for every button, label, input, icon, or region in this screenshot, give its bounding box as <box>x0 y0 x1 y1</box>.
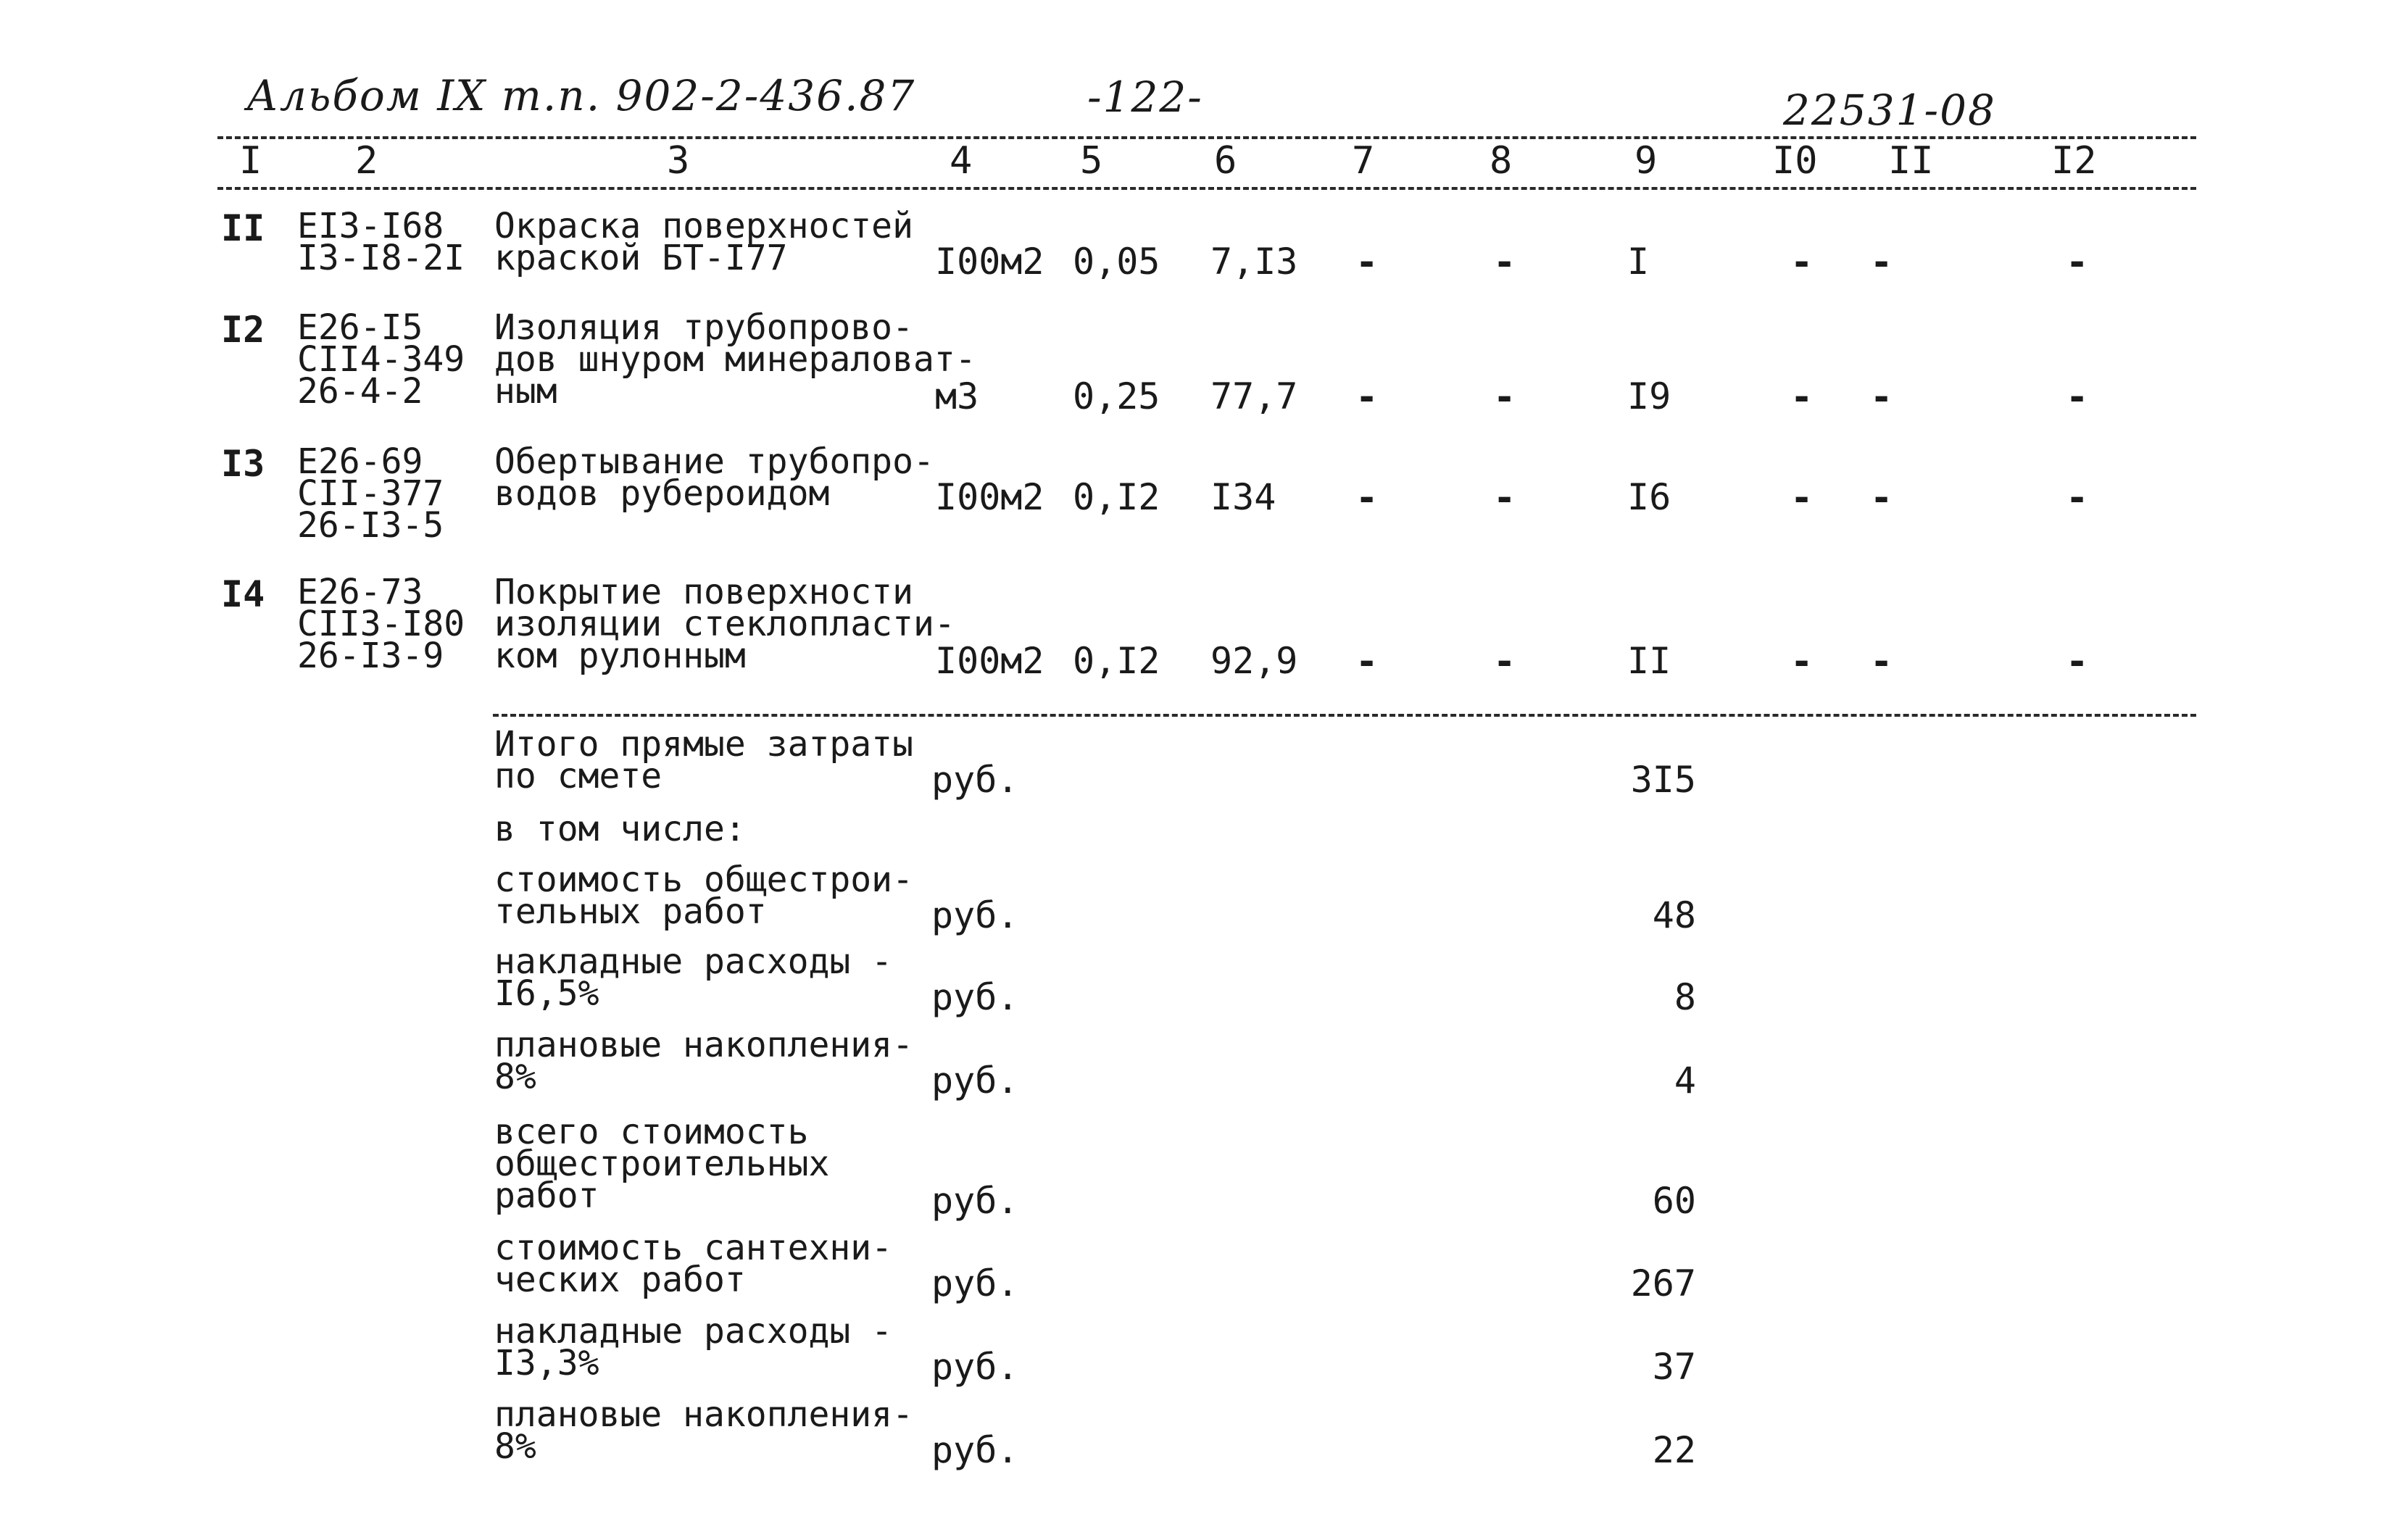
col11-dash: - <box>1870 640 1893 683</box>
summary-unit: руб. <box>931 976 1019 1018</box>
col11-dash: - <box>1870 476 1893 520</box>
summary-label <box>494 860 913 932</box>
col10-dash: - <box>1790 640 1814 683</box>
work-description-line: Окраска поверхностей <box>494 206 913 246</box>
column-header-8: 8 <box>1490 139 1513 183</box>
summary-value: 8 <box>1674 976 1696 1018</box>
column-header-7: 7 <box>1352 139 1375 183</box>
work-description-line: ным <box>494 371 557 412</box>
summary-label <box>494 1025 913 1097</box>
resource-code-line: E26-I5 <box>297 307 423 348</box>
col12-dash: - <box>2066 375 2089 419</box>
quantity: 0,I2 <box>1073 640 1160 682</box>
total-cost: I6 <box>1627 476 1671 518</box>
summary-label-line: плановые накопления- <box>494 1025 913 1065</box>
work-description-line: изоляции стеклопласти- <box>494 604 955 644</box>
column-header-2: 2 <box>355 139 378 183</box>
unit-price: 77,7 <box>1210 375 1298 417</box>
resource-code-line: 26-I3-5 <box>297 505 444 546</box>
col10-dash: - <box>1790 241 1814 284</box>
measure-unit: I00м2 <box>935 476 1044 518</box>
column-header-5: 5 <box>1080 139 1103 183</box>
summary-value: 48 <box>1652 894 1696 936</box>
summary-unit: руб. <box>931 1262 1019 1304</box>
resource-code-line: 26-I3-9 <box>297 636 444 676</box>
summary-label-line: I6,5% <box>494 973 599 1014</box>
resource-code-line: I3-I8-2I <box>297 238 465 278</box>
col11-dash: - <box>1870 375 1893 419</box>
total-cost: I <box>1627 241 1650 283</box>
album-reference: Альбом IX т.п. 902-2-436.87 <box>246 71 916 120</box>
work-description-line: Покрытие поверхности <box>494 572 913 612</box>
column-header-3: 3 <box>667 139 690 183</box>
unit-price: 7,I3 <box>1210 241 1298 283</box>
resource-code-line: CII4-349 <box>297 339 465 380</box>
work-description <box>494 572 955 676</box>
summary-unit: руб. <box>931 1060 1019 1102</box>
quantity: 0,05 <box>1073 241 1160 283</box>
row-number: I3 <box>221 443 265 485</box>
resource-code-line: CII3-I80 <box>297 604 465 644</box>
row-number: I4 <box>221 573 265 615</box>
resource-code <box>297 572 465 676</box>
summary-label <box>494 1394 913 1467</box>
summary-value: 22 <box>1652 1429 1696 1471</box>
summary-label-line: плановые накопления- <box>494 1394 913 1435</box>
quantity: 0,25 <box>1073 375 1160 417</box>
header-bottom-rule <box>217 187 2196 190</box>
summary-label-line: Итого прямые затраты <box>494 724 913 765</box>
work-description-line: Изоляция трубопрово- <box>494 307 913 348</box>
summary-label <box>494 809 746 849</box>
section-divider-rule <box>493 714 2196 717</box>
summary-label-line: работ <box>494 1175 599 1216</box>
unit-price: 92,9 <box>1210 640 1298 682</box>
resource-code-line: 26-4-2 <box>297 371 423 412</box>
work-description-line: ком рулонным <box>494 636 746 676</box>
col7-dash: - <box>1355 476 1379 520</box>
work-description <box>494 441 934 514</box>
summary-value: 60 <box>1652 1180 1696 1222</box>
measure-unit: I00м2 <box>935 241 1044 283</box>
measure-unit: м3 <box>935 375 979 417</box>
summary-value: 267 <box>1630 1262 1696 1304</box>
summary-label-line: накладные расходы - <box>494 941 893 982</box>
measure-unit: I00м2 <box>935 640 1044 682</box>
col8-dash: - <box>1493 241 1516 284</box>
summary-label <box>494 1311 893 1383</box>
summary-value: 3I5 <box>1630 759 1696 801</box>
col12-dash: - <box>2066 241 2089 284</box>
summary-unit: руб. <box>931 759 1019 801</box>
document-code: 22531-08 <box>1783 86 1996 135</box>
summary-label <box>494 941 893 1014</box>
summary-label <box>494 724 913 796</box>
summary-label-line: общестроительных <box>494 1144 830 1184</box>
col11-dash: - <box>1870 241 1893 284</box>
column-header-6: 6 <box>1214 139 1237 183</box>
resource-code <box>297 307 465 412</box>
page-number: -122- <box>1087 72 1203 122</box>
resource-code <box>297 206 465 278</box>
summary-unit: руб. <box>931 1429 1019 1471</box>
resource-code-line: CII-377 <box>297 473 444 514</box>
row-number: I2 <box>221 309 265 351</box>
summary-value: 4 <box>1674 1060 1696 1102</box>
resource-code-line: E26-73 <box>297 572 423 612</box>
work-description <box>494 206 913 278</box>
summary-label <box>494 1228 893 1300</box>
work-description <box>494 307 976 412</box>
summary-label-line: тельных работ <box>494 891 767 932</box>
column-header-12: I2 <box>2051 139 2097 183</box>
resource-code-line: EI3-I68 <box>297 206 444 246</box>
column-header-9: 9 <box>1634 139 1658 183</box>
column-header-1: I <box>239 139 262 183</box>
summary-label-line: в том числе: <box>494 809 746 849</box>
summary-label-line: всего стоимость <box>494 1112 809 1152</box>
summary-label-line: I3,3% <box>494 1343 599 1383</box>
col7-dash: - <box>1355 640 1379 683</box>
summary-unit: руб. <box>931 1346 1019 1388</box>
summary-value: 37 <box>1652 1346 1696 1388</box>
summary-label <box>494 1112 830 1216</box>
total-cost: I9 <box>1627 375 1671 417</box>
work-description-line: краской БТ-I77 <box>494 238 788 278</box>
column-header-11: II <box>1888 139 1934 183</box>
work-description-line: Обертывание трубопро- <box>494 441 934 482</box>
summary-unit: руб. <box>931 894 1019 936</box>
col8-dash: - <box>1493 375 1516 419</box>
summary-unit: руб. <box>931 1180 1019 1222</box>
resource-code-line: E26-69 <box>297 441 423 482</box>
column-header-10: I0 <box>1772 139 1818 183</box>
summary-label-line: ческих работ <box>494 1260 746 1300</box>
col7-dash: - <box>1355 241 1379 284</box>
resource-code <box>297 441 444 546</box>
col10-dash: - <box>1790 375 1814 419</box>
work-description-line: дов шнуром минераловат- <box>494 339 976 380</box>
row-number: II <box>221 207 265 249</box>
col12-dash: - <box>2066 640 2089 683</box>
quantity: 0,I2 <box>1073 476 1160 518</box>
unit-price: I34 <box>1210 476 1276 518</box>
summary-label-line: накладные расходы - <box>494 1311 893 1352</box>
summary-label-line: стоимость сантехни- <box>494 1228 893 1268</box>
summary-label-line: по смете <box>494 756 662 796</box>
col12-dash: - <box>2066 476 2089 520</box>
summary-label-line: стоимость общестрои- <box>494 860 913 900</box>
work-description-line: водов рубероидом <box>494 473 830 514</box>
summary-label-line: 8% <box>494 1057 536 1097</box>
total-cost: II <box>1627 640 1671 682</box>
col10-dash: - <box>1790 476 1814 520</box>
col8-dash: - <box>1493 476 1516 520</box>
column-header-4: 4 <box>950 139 973 183</box>
col8-dash: - <box>1493 640 1516 683</box>
summary-label-line: 8% <box>494 1426 536 1467</box>
col7-dash: - <box>1355 375 1379 419</box>
